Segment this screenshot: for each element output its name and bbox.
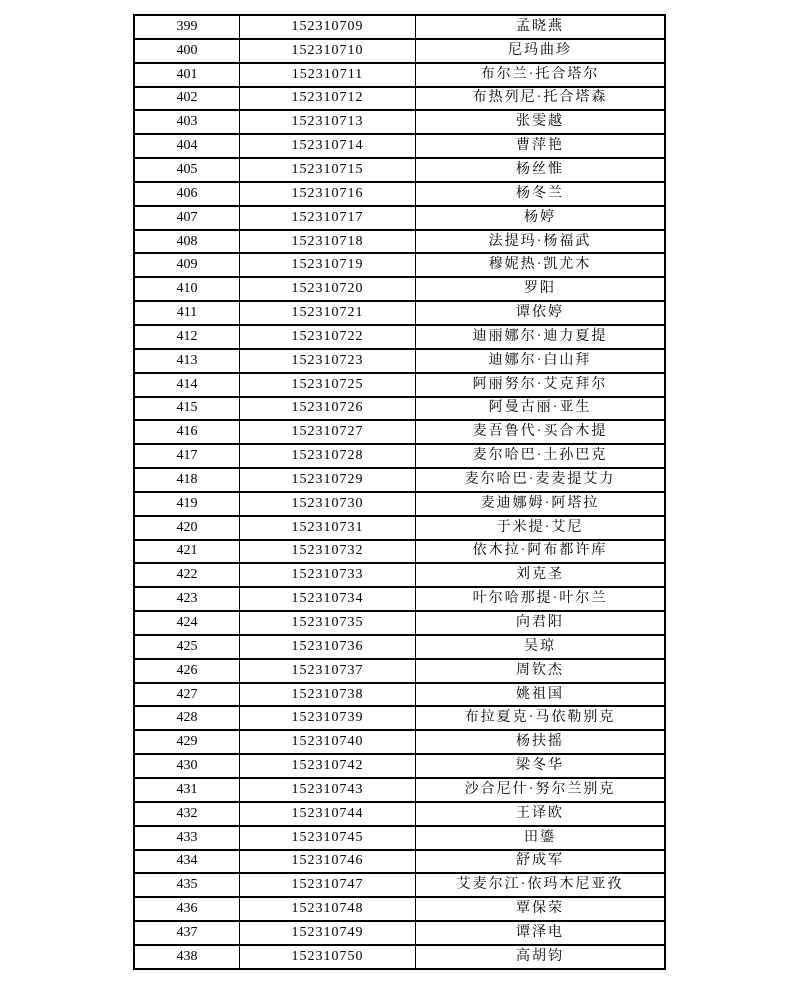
student-id-cell: 152310727	[240, 420, 416, 444]
row-index-cell: 408	[134, 230, 240, 254]
table-row	[134, 110, 665, 134]
table-row	[134, 730, 665, 754]
table-row	[134, 373, 665, 397]
table-row	[134, 778, 665, 802]
row-index-cell: 410	[134, 277, 240, 301]
table-row	[134, 349, 665, 373]
student-name-cell: 麦迪娜姆·阿塔拉	[416, 492, 666, 516]
table-row	[134, 516, 665, 540]
student-name-cell: 尼玛曲珍	[416, 39, 666, 63]
student-id-cell: 152310748	[240, 897, 416, 921]
row-index-cell: 419	[134, 492, 240, 516]
table-row	[134, 754, 665, 778]
student-id-cell: 152310721	[240, 301, 416, 325]
row-index-cell: 424	[134, 611, 240, 635]
student-id-cell: 152310725	[240, 373, 416, 397]
student-id-cell: 152310729	[240, 468, 416, 492]
student-id-cell: 152310745	[240, 826, 416, 850]
table-row	[134, 253, 665, 277]
table-row	[134, 182, 665, 206]
student-id-cell: 152310718	[240, 230, 416, 254]
student-name-cell: 沙合尼什·努尔兰别克	[416, 778, 666, 802]
student-name-cell: 穆妮热·凯尤木	[416, 253, 666, 277]
table-row	[134, 206, 665, 230]
student-id-cell: 152310733	[240, 563, 416, 587]
row-index-cell: 434	[134, 850, 240, 874]
row-index-cell: 420	[134, 516, 240, 540]
row-index-cell: 423	[134, 587, 240, 611]
student-id-cell: 152310713	[240, 110, 416, 134]
table-row	[134, 444, 665, 468]
student-id-cell: 152310716	[240, 182, 416, 206]
student-name-cell: 张雯越	[416, 110, 666, 134]
table-row	[134, 826, 665, 850]
student-name-cell: 法提玛·杨福武	[416, 230, 666, 254]
row-index-cell: 432	[134, 802, 240, 826]
student-id-cell: 152310732	[240, 540, 416, 564]
student-name-cell: 麦尔哈巴·麦麦提艾力	[416, 468, 666, 492]
row-index-cell: 426	[134, 659, 240, 683]
student-name-cell: 迪娜尔·白山拜	[416, 349, 666, 373]
row-index-cell: 436	[134, 897, 240, 921]
student-id-cell: 152310717	[240, 206, 416, 230]
table-row	[134, 15, 665, 39]
row-index-cell: 399	[134, 15, 240, 39]
table-row	[134, 873, 665, 897]
student-name-cell: 布拉夏克·马依勒别克	[416, 706, 666, 730]
row-index-cell: 429	[134, 730, 240, 754]
table-row	[134, 39, 665, 63]
student-id-cell: 152310720	[240, 277, 416, 301]
row-index-cell: 402	[134, 87, 240, 111]
student-id-cell: 152310719	[240, 253, 416, 277]
student-name-cell: 向君阳	[416, 611, 666, 635]
table-row	[134, 540, 665, 564]
table-row	[134, 301, 665, 325]
student-name-cell: 谭泽电	[416, 921, 666, 945]
student-id-cell: 152310734	[240, 587, 416, 611]
row-index-cell: 418	[134, 468, 240, 492]
row-index-cell: 431	[134, 778, 240, 802]
student-name-cell: 姚祖国	[416, 683, 666, 707]
student-name-cell: 布热列尼·托合塔森	[416, 87, 666, 111]
student-id-cell: 152310728	[240, 444, 416, 468]
table-row	[134, 683, 665, 707]
student-id-cell: 152310723	[240, 349, 416, 373]
table-row	[134, 587, 665, 611]
table-row	[134, 611, 665, 635]
student-id-cell: 152310746	[240, 850, 416, 874]
student-id-cell: 152310737	[240, 659, 416, 683]
student-name-cell: 王译欧	[416, 802, 666, 826]
table-row	[134, 468, 665, 492]
student-roster-table	[133, 14, 666, 970]
student-name-cell: 杨婷	[416, 206, 666, 230]
student-id-cell: 152310714	[240, 134, 416, 158]
table-row	[134, 277, 665, 301]
row-index-cell: 428	[134, 706, 240, 730]
row-index-cell: 400	[134, 39, 240, 63]
row-index-cell: 411	[134, 301, 240, 325]
student-name-cell: 梁冬华	[416, 754, 666, 778]
row-index-cell: 425	[134, 635, 240, 659]
student-name-cell: 麦尔哈巴·土孙巴克	[416, 444, 666, 468]
student-name-cell: 阿丽努尔·艾克拜尔	[416, 373, 666, 397]
table-row	[134, 397, 665, 421]
student-id-cell: 152310710	[240, 39, 416, 63]
student-id-cell: 152310742	[240, 754, 416, 778]
row-index-cell: 405	[134, 158, 240, 182]
student-name-cell: 依木拉·阿布都许库	[416, 540, 666, 564]
row-index-cell: 427	[134, 683, 240, 707]
table-row	[134, 563, 665, 587]
row-index-cell: 413	[134, 349, 240, 373]
row-index-cell: 435	[134, 873, 240, 897]
student-name-cell: 孟晓燕	[416, 15, 666, 39]
row-index-cell: 409	[134, 253, 240, 277]
student-id-cell: 152310712	[240, 87, 416, 111]
row-index-cell: 414	[134, 373, 240, 397]
table-row	[134, 659, 665, 683]
row-index-cell: 404	[134, 134, 240, 158]
row-index-cell: 421	[134, 540, 240, 564]
row-index-cell: 417	[134, 444, 240, 468]
student-name-cell: 迪丽娜尔·迪力夏提	[416, 325, 666, 349]
row-index-cell: 401	[134, 63, 240, 87]
row-index-cell: 412	[134, 325, 240, 349]
table-row	[134, 492, 665, 516]
row-index-cell: 422	[134, 563, 240, 587]
student-name-cell: 舒成军	[416, 850, 666, 874]
student-id-cell: 152310735	[240, 611, 416, 635]
student-name-cell: 阿曼古丽·亚生	[416, 397, 666, 421]
student-id-cell: 152310739	[240, 706, 416, 730]
student-id-cell: 152310744	[240, 802, 416, 826]
student-name-cell: 吴琼	[416, 635, 666, 659]
row-index-cell: 406	[134, 182, 240, 206]
table-row	[134, 635, 665, 659]
student-name-cell: 叶尔哈那提·叶尔兰	[416, 587, 666, 611]
table-row	[134, 921, 665, 945]
student-name-cell: 刘克圣	[416, 563, 666, 587]
student-name-cell: 曹萍艳	[416, 134, 666, 158]
student-name-cell: 罗阳	[416, 277, 666, 301]
student-id-cell: 152310731	[240, 516, 416, 540]
student-name-cell: 高胡钧	[416, 945, 666, 969]
row-index-cell: 415	[134, 397, 240, 421]
table-row	[134, 87, 665, 111]
student-name-cell: 于米提·艾尼	[416, 516, 666, 540]
table-row	[134, 706, 665, 730]
table-row	[134, 945, 665, 969]
student-id-cell: 152310740	[240, 730, 416, 754]
table-row	[134, 802, 665, 826]
student-name-cell: 谭依婷	[416, 301, 666, 325]
student-id-cell: 152310750	[240, 945, 416, 969]
student-name-cell: 杨扶摇	[416, 730, 666, 754]
student-name-cell: 覃保荣	[416, 897, 666, 921]
table-row	[134, 850, 665, 874]
table-row	[134, 420, 665, 444]
table-body	[134, 15, 665, 969]
table-row	[134, 325, 665, 349]
student-name-cell: 麦吾鲁代·买合木提	[416, 420, 666, 444]
student-id-cell: 152310730	[240, 492, 416, 516]
student-name-cell: 杨丝惟	[416, 158, 666, 182]
row-index-cell: 416	[134, 420, 240, 444]
row-index-cell: 437	[134, 921, 240, 945]
student-id-cell: 152310715	[240, 158, 416, 182]
student-id-cell: 152310722	[240, 325, 416, 349]
row-index-cell: 430	[134, 754, 240, 778]
student-name-cell: 布尔兰·托合塔尔	[416, 63, 666, 87]
student-name-cell: 杨冬兰	[416, 182, 666, 206]
row-index-cell: 433	[134, 826, 240, 850]
student-name-cell: 田鎏	[416, 826, 666, 850]
student-name-cell: 周钦杰	[416, 659, 666, 683]
student-id-cell: 152310726	[240, 397, 416, 421]
table-row	[134, 63, 665, 87]
row-index-cell: 403	[134, 110, 240, 134]
table-row	[134, 230, 665, 254]
student-id-cell: 152310747	[240, 873, 416, 897]
row-index-cell: 438	[134, 945, 240, 969]
student-id-cell: 152310749	[240, 921, 416, 945]
table-row	[134, 134, 665, 158]
table-row	[134, 158, 665, 182]
student-name-cell: 艾麦尔江·依玛木尼亚孜	[416, 873, 666, 897]
student-id-cell: 152310738	[240, 683, 416, 707]
student-id-cell: 152310709	[240, 15, 416, 39]
row-index-cell: 407	[134, 206, 240, 230]
student-id-cell: 152310743	[240, 778, 416, 802]
student-id-cell: 152310711	[240, 63, 416, 87]
table-row	[134, 897, 665, 921]
student-id-cell: 152310736	[240, 635, 416, 659]
